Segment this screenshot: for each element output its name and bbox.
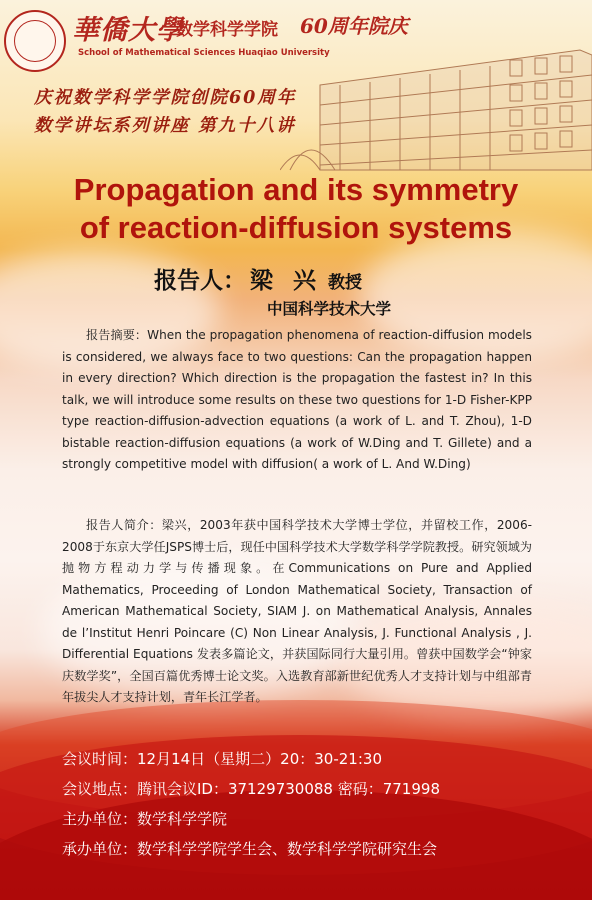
talk-title-line-1: Propagation and its symmetry [73, 172, 519, 207]
speaker-label: 报告人： [154, 268, 246, 294]
organizer: 承办单位：数学科学学院学生会、数学科学学院研究生会 [62, 840, 438, 858]
speaker-title: 教授 [328, 273, 363, 293]
abstract-paragraph: 报告摘要：When the propagation phenomena of reaction-diffusion models is considered, we always face to two questions: Can the propagation happen in every direction? Which direction is the propagation the fastest in? In this talk, we will introduce some results on these two questions for 1-D Fisher-KPP type reaction-diffusion-advection equations (a work of L. and T. Zhou), 1-D bistable reaction-diffusion equations (a work of W.Ding and T. Gillete) and a strongly competitive model with diffusion( a work of L. And W.Ding) [62, 328, 532, 471]
school-name-en: School of Mathematical Sciences Huaqiao University [78, 48, 330, 58]
lecture-series-headline: 数学讲坛系列讲座 第九十八讲 [34, 116, 296, 136]
talk-title-line-2: of reaction-diffusion systems [79, 210, 513, 245]
university-seal-logo [4, 10, 66, 72]
speaker-name: 梁 兴 [250, 268, 323, 294]
university-name: 華僑大學 [72, 15, 184, 46]
speaker-line [154, 262, 362, 295]
celebration-headline: 庆祝数学科学学院创院60周年 [34, 88, 297, 108]
meeting-place: 会议地点：腾讯会议ID：37129730088 密码：771998 [62, 780, 440, 798]
speaker-bio-paragraph: 报告人简介：梁兴，2003年获中国科学技术大学博士学位，并留校工作，2006-2008于东京大学任JSPS博士后，现任中国科学技术大学数学科学学院教授。研究领域为抛物方程动力学与传播现象。在Communications on Pure and Applied Mathematics, Proceeding of London Mathematical Society, Transaction of American Mathematical Society, SIAM J. on Mathematical Analysis, Annales de l’Institut Henri Poincare (C) Non Linear Analysis, J. Functional Analysis , J. Differential Equations 发表多篇论文，并获国际同行大量引用。曾获中国数学会“钟家庆数学奖”，全国百篇优秀博士论文奖。入选教育部新世纪优秀人才支持计划与中组部青年拔尖人才支持计划，青年长江学者。 [62, 518, 532, 704]
host-organization: 主办单位：数学科学学院 [62, 810, 228, 828]
anniversary-label: 60周年院庆 [300, 14, 408, 38]
school-name-cn: 数学科学学院 [176, 20, 278, 40]
meeting-time: 会议时间：12月14日（星期二）20：30-21:30 [62, 750, 382, 768]
speaker-affiliation: 中国科学技术大学 [267, 300, 392, 318]
